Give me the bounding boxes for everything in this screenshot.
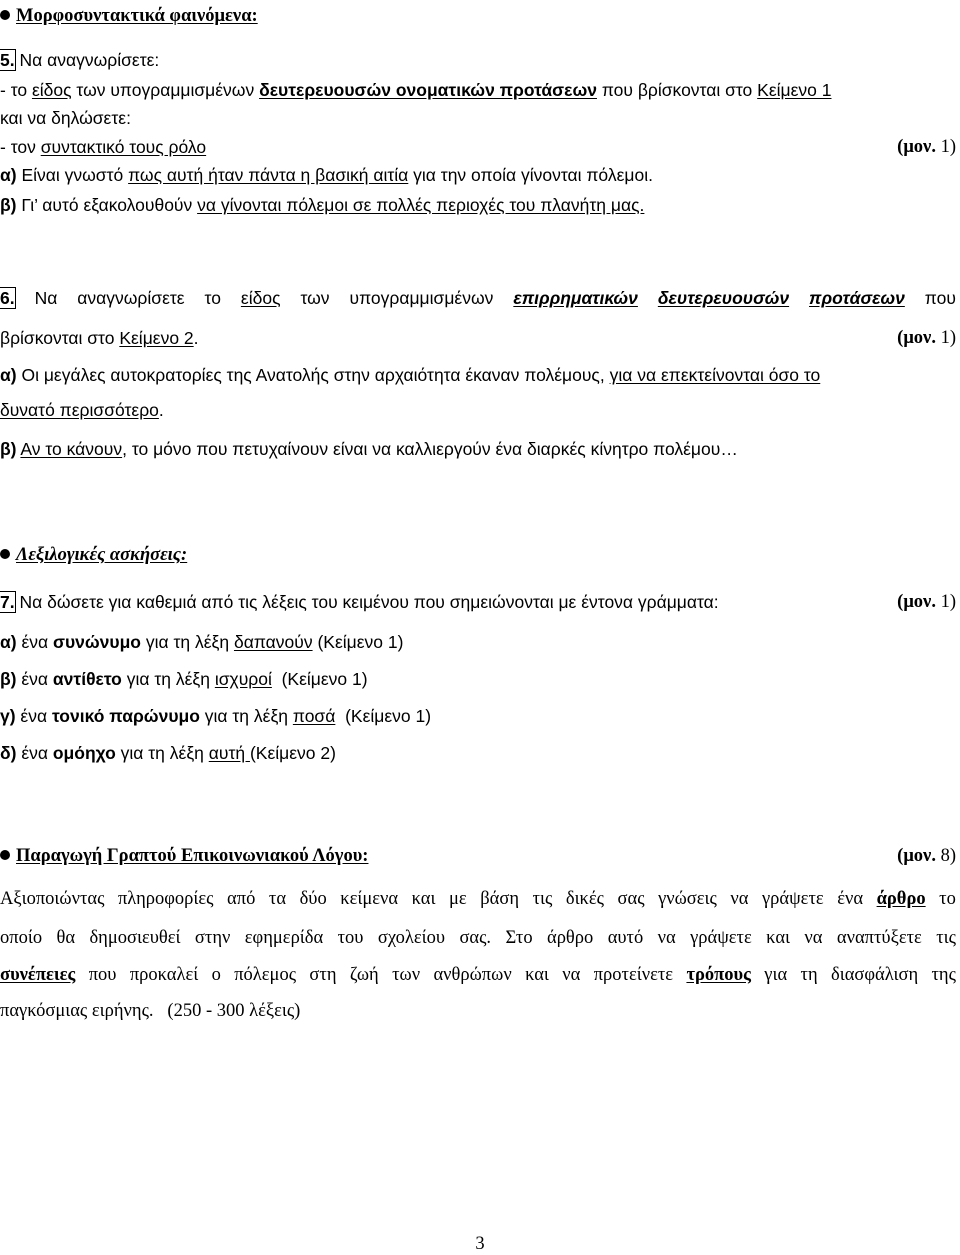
paragraph-word: από [227, 889, 256, 909]
paragraph-word: του [337, 928, 364, 948]
paragraph-word: το [939, 889, 956, 909]
q7-item-b: β) ένα αντίθετο για τη λέξη ισχυροί (Κείμενο 1) [0, 669, 368, 689]
paragraph-word: να [657, 928, 676, 948]
writing-para-line4: παγκόσμιας ειρήνης. (250 - 300 λέξεις) [0, 1001, 301, 1021]
q5-item-a: α) Είναι γνωστό πως αυτή ήταν πάντα η βασική αιτία για την οποία γίνονται πόλεμοι. [0, 165, 653, 185]
paragraph-word: των [392, 965, 421, 985]
q5-item-b: β) Γι’ αυτό εξακολουθούν να γίνονται πόλεμοι σε πολλές περιοχές του πλανήτη μας. [0, 195, 645, 215]
paragraph-word: τις [936, 928, 956, 948]
section-heading-writing: Παραγωγή Γραπτού Επικοινωνιακού Λόγου: [0, 845, 368, 867]
paragraph-word: βάση [480, 889, 520, 909]
paragraph-word: και [411, 889, 436, 909]
section-heading-vocabulary: Λεξιλογικές ασκήσεις: [0, 544, 187, 566]
paragraph-word: στη [309, 965, 337, 985]
paragraph-word: προκαλεί [129, 965, 199, 985]
paragraph-word: γράψετε [762, 889, 824, 909]
q7-item-c: γ) ένα τονικό παρώνυμο για τη λέξη ποσά (Κείμενο 1) [0, 706, 432, 726]
writing-para-line3 [0, 964, 956, 986]
bullet-icon [0, 10, 10, 20]
q6-line1: 6. Να αναγνωρίσετε το είδος των υπογραμμισμένων επιρρηματικών δευτερευουσών προτάσεων που [0, 288, 956, 308]
paragraph-word: για [764, 965, 788, 985]
q6-line2: βρίσκονται στο Κείμενο 2. [0, 328, 199, 348]
q6-item-a-cont: δυνατό περισσότερο. [0, 400, 164, 420]
writing-para-line2 [0, 927, 956, 949]
paragraph-word: τρόπους [686, 965, 751, 985]
paragraph-word: σας [617, 889, 645, 909]
paragraph-word: ένα [837, 889, 864, 909]
paragraph-word: ζωή [349, 965, 379, 985]
paragraph-word: Αξιοποιώντας [0, 889, 105, 909]
question-number: 6. [0, 288, 15, 308]
paragraph-word: κείμενα [340, 889, 399, 909]
paragraph-word: με [449, 889, 467, 909]
paragraph-word: οποίο [0, 928, 43, 948]
q7-item-a: α) ένα συνώνυμο για τη λέξη δαπανούν (Κείμενο 1) [0, 632, 404, 652]
section3-points: (μον. 8) [897, 846, 956, 866]
paragraph-word: πόλεμος [234, 965, 297, 985]
paragraph-word: δημοσιευθεί [89, 928, 181, 948]
question-number: 7. [0, 592, 15, 612]
q6-item-a: α) Οι μεγάλες αυτοκρατορίες της Ανατολής στην αρχαιότητα έκαναν πολέμους, για να επεκτείνονται όσο το [0, 365, 821, 385]
paragraph-word: γνώσεις [658, 889, 717, 909]
paragraph-word: τη [800, 965, 818, 985]
paragraph-word: δικές [565, 889, 604, 909]
q5-line1: 5. Να αναγνωρίσετε: [0, 50, 160, 70]
q7-line1: 7. Να δώσετε για καθεμιά από τις λέξεις του κειμένου που σημειώνονται με έντονα γράμματα: [0, 592, 719, 612]
section-heading-morphosyntax: Μορφοσυντακτικά φαινόμενα: [0, 5, 258, 27]
paragraph-word: να [730, 889, 749, 909]
q6-item-b: β) Αν το κάνουν, το μόνο που πετυχαίνουν είναι να καλλιεργούν ένα διαρκές κίνητρο πολέμου… [0, 439, 738, 459]
paragraph-word: σχολείου [377, 928, 446, 948]
page-number: 3 [475, 1234, 485, 1254]
paragraph-word: αυτό [607, 928, 644, 948]
paragraph-word: ανθρώπων [433, 965, 512, 985]
question-number: 5. [0, 50, 15, 70]
writing-para-line1 [0, 888, 956, 910]
paragraph-word: τις [532, 889, 553, 909]
bullet-icon [0, 850, 10, 860]
paragraph-word: διασφάλιση [831, 965, 919, 985]
paragraph-word: τα [268, 889, 287, 909]
paragraph-word: αναπτύξετε [836, 928, 922, 948]
q7-points: (μον. 1) [897, 592, 956, 612]
q5-line4: - τον συντακτικό τους ρόλο [0, 137, 207, 157]
q6-points: (μον. 1) [897, 328, 956, 348]
paragraph-word: θα [56, 928, 76, 948]
q5-points: (μον. 1) [897, 137, 956, 157]
paragraph-word: γράψετε [690, 928, 752, 948]
bullet-icon [0, 549, 10, 559]
paragraph-word: πληροφορίες [117, 889, 214, 909]
paragraph-word: συνέπειες [0, 965, 76, 985]
paragraph-word: στην [194, 928, 231, 948]
q7-item-d: δ) ένα ομόηχο για τη λέξη αυτή (Κείμενο 2) [0, 743, 336, 763]
paragraph-word: και [766, 928, 791, 948]
paragraph-word: να [562, 965, 581, 985]
paragraph-word: εφημερίδα [244, 928, 324, 948]
paragraph-word: προτείνετε [593, 965, 674, 985]
paragraph-word: ο [211, 965, 221, 985]
paragraph-word: δύο [299, 889, 327, 909]
paragraph-word: που [88, 965, 117, 985]
paragraph-word: άρθρο [547, 928, 594, 948]
paragraph-word: της [931, 965, 956, 985]
paragraph-word: να [804, 928, 823, 948]
paragraph-word: άρθρο [876, 889, 926, 909]
q5-line3: και να δηλώσετε: [0, 108, 131, 128]
paragraph-word: και [525, 965, 549, 985]
q5-line2: - το είδος των υπογραμμισμένων δευτερευουσών ονοματικών προτάσεων που βρίσκονται στο Κείμενο 1 [0, 80, 832, 100]
paragraph-word: Στο [505, 928, 533, 948]
paragraph-word: σας. [459, 928, 492, 948]
